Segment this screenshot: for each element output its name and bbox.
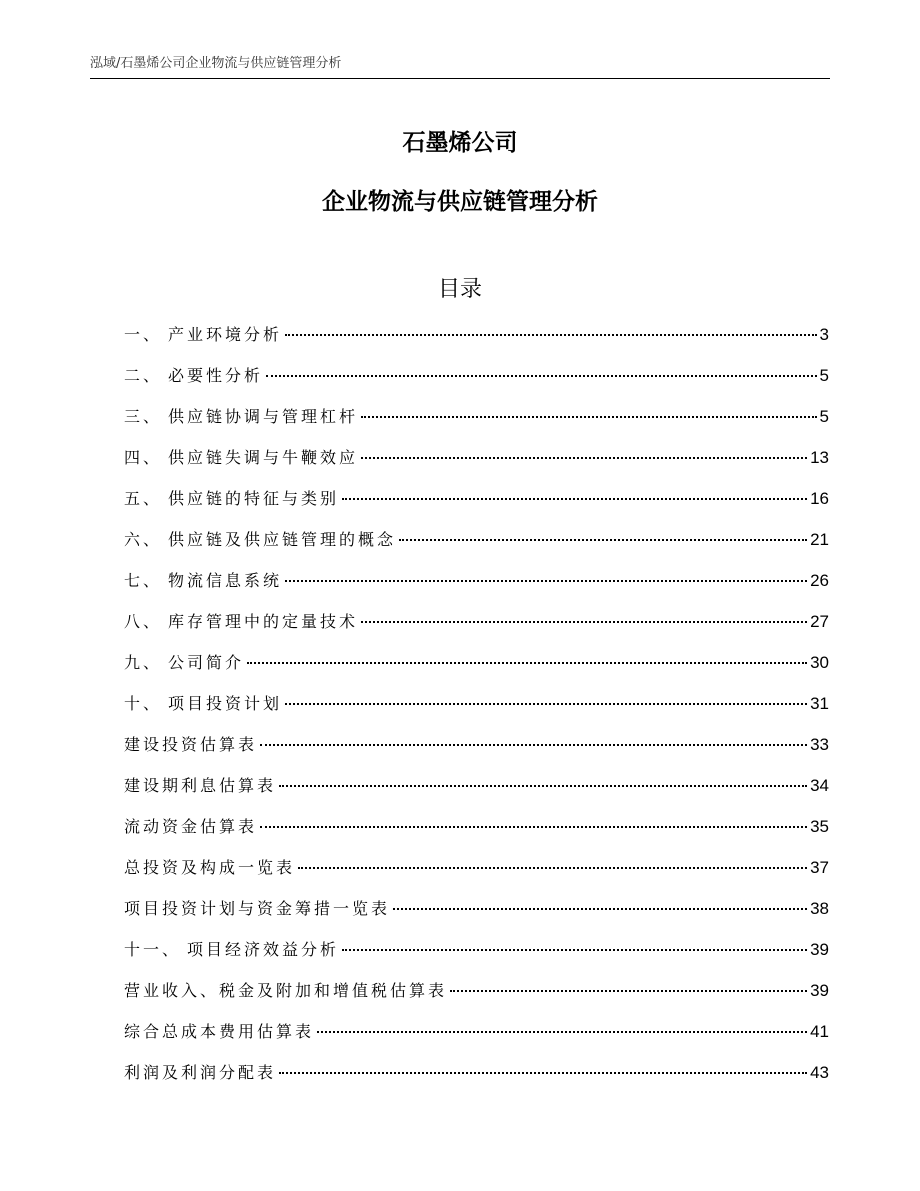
toc-entry[interactable] <box>124 855 829 896</box>
toc-heading: 目录 <box>437 277 482 302</box>
toc-leader-dots <box>285 334 817 336</box>
toc-page-number: 21 <box>810 530 829 549</box>
toc-page-number: 37 <box>810 858 829 877</box>
toc-page-number: 31 <box>810 694 829 713</box>
toc-entry-number: 七、 <box>124 571 163 590</box>
toc-leader-dots <box>279 1072 807 1074</box>
toc-entry-label: 物流信息系统 <box>168 571 283 590</box>
toc-entry[interactable] <box>124 363 829 404</box>
toc-page-number: 35 <box>810 817 829 836</box>
toc-entry-number: 二、 <box>124 366 163 385</box>
toc-entry-number: 十、 <box>124 694 163 713</box>
toc-entry-label: 综合总成本费用估算表 <box>124 1022 315 1041</box>
toc-leader-dots <box>361 621 807 623</box>
toc-leader-dots <box>266 375 817 377</box>
toc-page-number: 16 <box>810 489 829 508</box>
toc-entry[interactable] <box>124 937 829 978</box>
toc-leader-dots <box>260 744 807 746</box>
toc-leader-dots <box>260 826 807 828</box>
running-header: 泓域/石墨烯公司企业物流与供应链管理分析 <box>90 56 342 71</box>
toc-page-number: 3 <box>819 325 829 344</box>
toc-page-number: 34 <box>810 776 829 795</box>
toc-entry-label: 项目投资计划与资金筹措一览表 <box>124 899 391 918</box>
toc-entry[interactable] <box>124 773 829 814</box>
toc-entry-label: 建设期利息估算表 <box>124 776 277 795</box>
toc-entry-number: 五、 <box>124 489 163 508</box>
toc-page-number: 43 <box>810 1063 829 1082</box>
toc-entry-label: 供应链失调与牛鞭效应 <box>168 448 359 467</box>
toc-leader-dots <box>342 498 807 500</box>
toc-leader-dots <box>361 416 817 418</box>
toc-entry-label: 流动资金估算表 <box>124 817 258 836</box>
toc-page-number: 5 <box>819 366 829 385</box>
toc-entry-number: 三、 <box>124 407 163 426</box>
toc-entry[interactable] <box>124 1060 829 1101</box>
document-title: 企业物流与供应链管理分析 <box>322 189 598 215</box>
table-of-contents <box>124 322 829 1101</box>
toc-leader-dots <box>393 908 807 910</box>
toc-leader-dots <box>279 785 807 787</box>
toc-entry[interactable] <box>124 609 829 650</box>
toc-entry-label: 库存管理中的定量技术 <box>168 612 359 631</box>
toc-entry-label: 供应链的特征与类别 <box>168 489 340 508</box>
toc-page-number: 26 <box>810 571 829 590</box>
toc-entry[interactable] <box>124 691 829 732</box>
toc-entry-label: 必要性分析 <box>168 366 264 385</box>
toc-leader-dots <box>342 949 807 951</box>
toc-entry[interactable] <box>124 486 829 527</box>
toc-leader-dots <box>317 1031 807 1033</box>
toc-entry-label: 供应链协调与管理杠杆 <box>168 407 359 426</box>
toc-entry[interactable] <box>124 404 829 445</box>
toc-leader-dots <box>399 539 807 541</box>
toc-page-number: 33 <box>810 735 829 754</box>
toc-entry-label: 公司简介 <box>168 653 245 672</box>
toc-entry[interactable] <box>124 650 829 691</box>
toc-page-number: 39 <box>810 981 829 1000</box>
toc-entry-number: 四、 <box>124 448 163 467</box>
toc-entry-label: 项目投资计划 <box>168 694 283 713</box>
toc-entry[interactable] <box>124 1019 829 1060</box>
toc-entry-number: 九、 <box>124 653 163 672</box>
toc-entry-label: 供应链及供应链管理的概念 <box>168 530 397 549</box>
toc-entry[interactable] <box>124 814 829 855</box>
toc-entry-number: 十一、 <box>124 940 182 959</box>
toc-page-number: 41 <box>810 1022 829 1041</box>
toc-entry[interactable] <box>124 527 829 568</box>
toc-leader-dots <box>285 580 807 582</box>
toc-entry-label: 总投资及构成一览表 <box>124 858 296 877</box>
toc-entry[interactable] <box>124 732 829 773</box>
toc-entry-number: 一、 <box>124 325 163 344</box>
toc-leader-dots <box>247 662 807 664</box>
toc-entry[interactable] <box>124 978 829 1019</box>
toc-leader-dots <box>361 457 807 459</box>
toc-entry[interactable] <box>124 896 829 937</box>
toc-page-number: 5 <box>819 407 829 426</box>
toc-page-number: 39 <box>810 940 829 959</box>
toc-entry[interactable] <box>124 445 829 486</box>
toc-leader-dots <box>298 867 807 869</box>
toc-page-number: 13 <box>810 448 829 467</box>
header-rule <box>90 78 830 79</box>
toc-entry-number: 六、 <box>124 530 163 549</box>
toc-entry-number: 八、 <box>124 612 163 631</box>
company-title: 石墨烯公司 <box>402 130 518 156</box>
toc-entry[interactable] <box>124 568 829 609</box>
toc-entry-label: 建设投资估算表 <box>124 735 258 754</box>
toc-entry-label: 利润及利润分配表 <box>124 1063 277 1082</box>
toc-leader-dots <box>450 990 807 992</box>
toc-entry-label: 产业环境分析 <box>168 325 283 344</box>
toc-entry[interactable] <box>124 322 829 363</box>
toc-page-number: 38 <box>810 899 829 918</box>
toc-entry-label: 营业收入、税金及附加和增值税估算表 <box>124 981 448 1000</box>
toc-page-number: 27 <box>810 612 829 631</box>
toc-entry-label: 项目经济效益分析 <box>187 940 340 959</box>
toc-page-number: 30 <box>810 653 829 672</box>
toc-leader-dots <box>285 703 807 705</box>
